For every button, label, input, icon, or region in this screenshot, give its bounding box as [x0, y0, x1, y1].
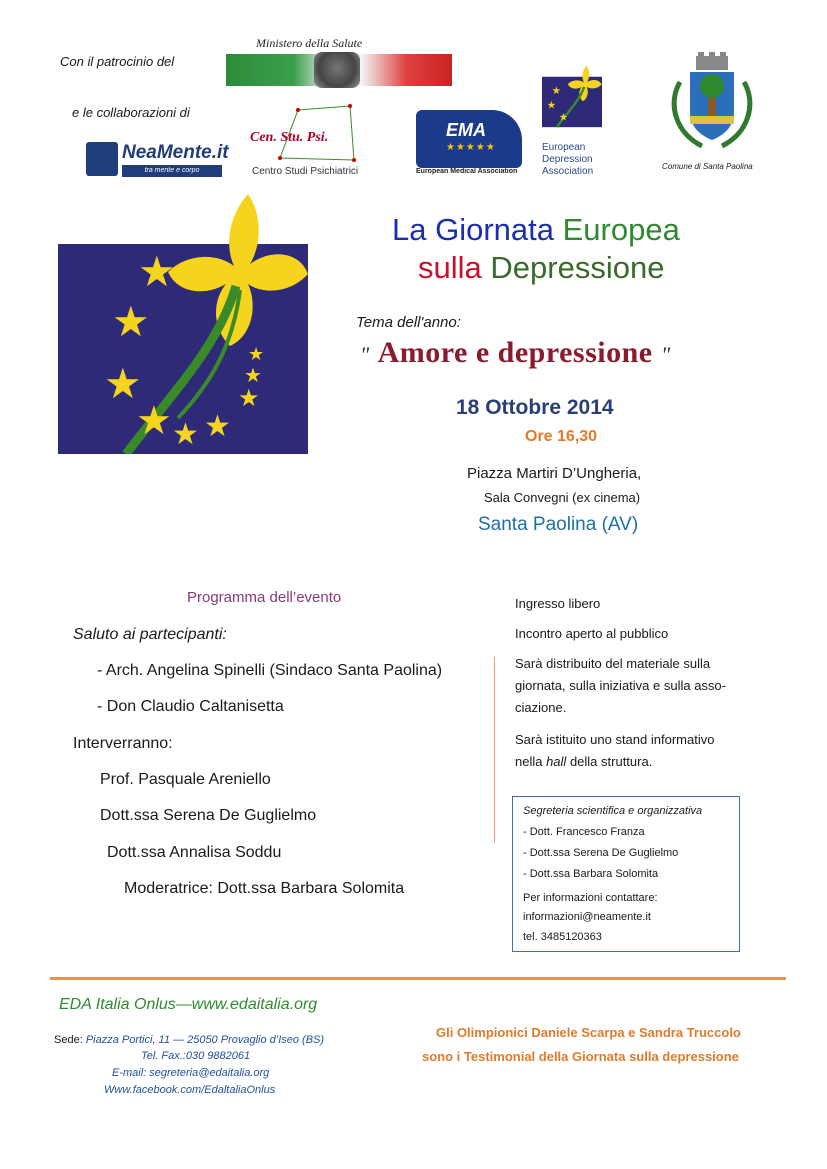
stand-line: Sarà istituito uno stand informativo [515, 732, 715, 747]
segreteria-member: - Dott.ssa Serena De Guglielmo [523, 847, 679, 859]
title-word: La Giornata [392, 212, 554, 247]
ema-logo [416, 110, 526, 178]
emblem-icon [314, 52, 360, 88]
interverranno-heading: Interverranno: [73, 735, 173, 752]
svg-text:★: ★ [112, 298, 150, 345]
hall-word: hall [546, 754, 567, 769]
event-time: Ore 16,30 [525, 428, 598, 445]
svg-text:★: ★ [136, 399, 172, 443]
neamente-icon [86, 142, 118, 176]
svg-text:★: ★ [558, 111, 569, 124]
divider-horizontal [50, 977, 786, 980]
event-venue: Piazza Martiri D’Ungheria, [467, 465, 642, 482]
censtupsi-name: Cen. Stu. Psi. [250, 130, 329, 145]
moderatrice: Moderatrice: Dott.ssa Barbara Solomita [124, 880, 405, 897]
eda-small-logo [542, 50, 646, 186]
svg-text:★: ★ [172, 418, 199, 451]
svg-text:★: ★ [238, 385, 260, 412]
tema-text: Amore e depressione [377, 336, 653, 369]
segreteria-member: - Dott.ssa Barbara Solomita [523, 868, 659, 880]
eda-caption-line: Depression [542, 154, 593, 165]
censtupsi-caption: Centro Studi Psichiatrici [252, 166, 359, 177]
eda-caption-line: European [542, 142, 586, 153]
footer-facebook[interactable]: Www.facebook.com/EdaltaliaOnlus [104, 1084, 276, 1096]
svg-text:★: ★ [546, 99, 557, 112]
tema-title [360, 336, 670, 370]
event-date: 18 Ottobre 2014 [456, 396, 614, 419]
collaborazioni-label: e le collaborazioni di [72, 105, 190, 120]
saluto-item: - Arch. Angelina Spinelli (Sindaco Santa Paolina) [97, 662, 443, 679]
tema-label: Tema dell'anno: [356, 314, 461, 331]
segreteria-title: Segreteria scientifica e organizzativa [523, 805, 703, 817]
event-city: Santa Paolina (AV) [478, 514, 639, 535]
divider-vertical [494, 657, 495, 843]
testimonial-line: sono i Testimonial della Giornata sulla depressione [422, 1049, 739, 1064]
comune-logo [662, 52, 772, 176]
stand-text-part: nella [515, 754, 547, 769]
footer-tel: Tel. Fax.:030 9882061 [141, 1050, 251, 1062]
stand-text [515, 729, 714, 773]
speaker: Prof. Pasquale Areniello [100, 771, 271, 788]
coat-of-arms-icon [662, 52, 762, 152]
quote-mark: " [660, 342, 671, 367]
neamente-name: NeaMente.it [122, 142, 229, 163]
contact-label: Per informazioni contattare: [523, 892, 658, 904]
stars-icon: ★★★★★ [446, 142, 496, 153]
ingresso-text: Ingresso libero [515, 596, 601, 611]
footer-org[interactable]: EDA Italia Onlus—www.edaitalia.org [59, 996, 318, 1013]
footer-email[interactable]: E-mail: segreteria@edaitalia.org [112, 1067, 270, 1079]
programma-title: Programma dell’evento [187, 589, 342, 606]
patrocinio-label: Con il patrocinio del [60, 54, 175, 69]
eda-caption-line: Association [542, 166, 594, 177]
contact-email[interactable]: informazioni@neamente.it [523, 911, 651, 923]
title-word: Depressione [490, 250, 665, 285]
censtupsi-logo [250, 100, 374, 184]
contact-phone: tel. 3485120363 [523, 931, 602, 943]
saluto-heading: Saluto ai partecipanti: [73, 626, 227, 643]
svg-text:★: ★ [104, 360, 142, 407]
ministero-salute-logo [226, 36, 452, 86]
eda-flower-icon [542, 50, 602, 140]
svg-text:★: ★ [204, 410, 231, 443]
incontro-text: Incontro aperto al pubblico [515, 626, 669, 641]
segreteria-member: - Dott. Francesco Franza [523, 826, 645, 838]
saluto-item: - Don Claudio Caltanisetta [97, 698, 284, 715]
title-word: Europea [562, 212, 680, 247]
neamente-logo [86, 140, 229, 180]
stand-line [515, 751, 714, 773]
svg-text:★: ★ [551, 85, 562, 98]
neamente-tagline: tra mente e corpo [122, 165, 222, 177]
ema-caption: European Medical Association [416, 168, 518, 175]
event-hall: Sala Convegni (ex cinema) [484, 490, 641, 505]
sede-label: Sede: [54, 1034, 86, 1046]
svg-text:★: ★ [248, 344, 265, 364]
materiale-line: Sarà distribuito del materiale sulla [515, 656, 711, 671]
footer-sede [54, 1034, 324, 1046]
materiale-text [515, 653, 726, 719]
ema-name: EMA [446, 120, 486, 140]
comune-caption: Comune di Santa Paolina [662, 162, 753, 171]
eda-flower-stars-icon [58, 186, 308, 454]
event-title-line2 [418, 250, 664, 286]
materiale-line: giornata, sulla iniziativa e sulla asso- [515, 678, 726, 693]
event-title-line1 [392, 212, 680, 248]
speaker: Dott.ssa Annalisa Soddu [107, 844, 282, 861]
materiale-line: ciazione. [515, 700, 567, 715]
speaker: Dott.ssa Serena De Guglielmo [100, 807, 317, 824]
sede-address: Piazza Portici, 11 — 25050 Provaglio d’Iseo (BS) [85, 1034, 325, 1046]
eda-main-logo [58, 186, 308, 454]
segreteria-box [512, 796, 740, 952]
ministero-title: Ministero della Salute [256, 36, 363, 50]
title-word: sulla [418, 250, 482, 285]
quote-mark: " [360, 342, 370, 367]
svg-text:★: ★ [244, 365, 262, 387]
testimonial-line: Gli Olimpionici Daniele Scarpa e Sandra Truccolo [436, 1025, 741, 1040]
svg-text:★: ★ [138, 248, 176, 295]
eda-small-caption [542, 142, 593, 178]
stand-text-part: della struttura. [566, 754, 653, 769]
